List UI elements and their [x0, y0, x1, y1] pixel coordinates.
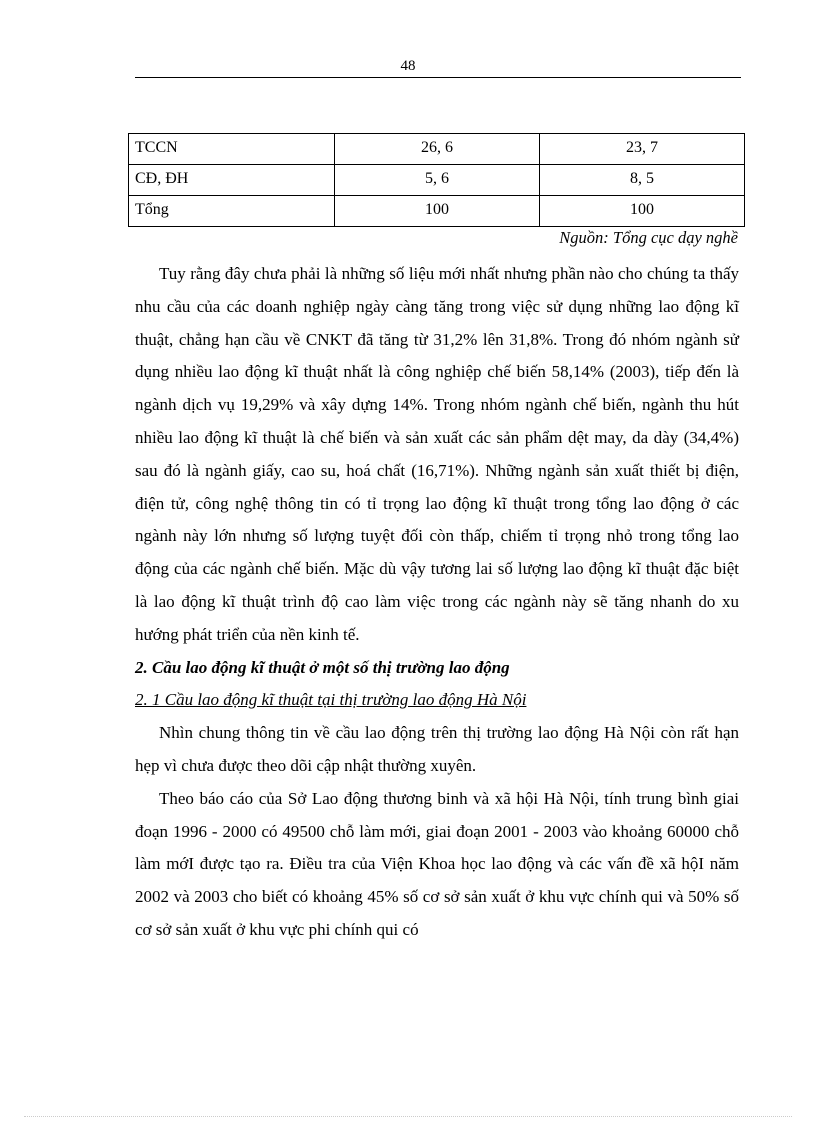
table-cell: 100 — [335, 196, 540, 227]
table-cell: CĐ, ĐH — [129, 165, 335, 196]
table-row — [129, 196, 745, 227]
table-row — [129, 134, 745, 165]
section-heading: 2. Cầu lao động kĩ thuật ở một số thị trường lao động — [135, 657, 510, 677]
paragraph: Tuy rằng đây chưa phải là những số liệu mới nhất nhưng phần nào cho chúng ta thấy nhu cầu của các doanh nghiệp ngày càng tăng trong việc sử dụng những lao động kĩ thuật, chẳng hạn cầu về CNKT đã tăng từ 31,2% lên 31,8%. Trong đó nhóm ngành sử dụng nhiều lao động kĩ thuật nhất là công nghiệp chế biến 58,14% (2003), tiếp đến là ngành dịch vụ 19,29% và xây dựng 14%. Trong nhóm ngành chế biến, ngành thu hút nhiều lao động kĩ thuật là chế biến và sản xuất các sản phẩm dệt may, da dày (34,4%) sau đó là ngành giấy, cao su, hoá chất (16,71%). Những ngành sản xuất thiết bị điện, điện tử, công nghệ thông tin có tỉ trọng lao động kĩ thuật trong tổng lao động ở các ngành này lớn nhưng số lượng tuyệt đối còn thấp, chiếm tỉ trọng nhỏ trong tổng lao động của các ngành chế biến. Mặc dù vậy tương lai số lượng lao động kĩ thuật đặc biệt là lao động kĩ thuật trình độ cao làm việc trong các ngành này sẽ tăng nhanh do xu hướng phát triển của nền kinh tế. — [135, 264, 739, 644]
table-cell: 23, 7 — [540, 134, 745, 165]
table-cell: 8, 5 — [540, 165, 745, 196]
page-bottom-border — [24, 1116, 792, 1117]
subsection-heading: 2. 1 Cầu lao động kĩ thuật tại thị trường lao động Hà Nội — [135, 690, 527, 710]
body-text — [135, 258, 739, 947]
header-rule — [135, 77, 741, 78]
table-cell: 5, 6 — [335, 165, 540, 196]
table-cell: 100 — [540, 196, 745, 227]
paragraph: Nhìn chung thông tin về cầu lao động trên thị trường lao động Hà Nội còn rất hạn hẹp vì chưa được theo dõi cập nhật thường xuyên. — [135, 723, 739, 775]
table-cell: 26, 6 — [335, 134, 540, 165]
page-number: 48 — [400, 58, 416, 74]
table-cell: TCCN — [129, 134, 335, 165]
paragraph: Theo báo cáo của Sở Lao động thương binh và xã hội Hà Nội, tính trung bình giai đoạn 1996 - 2000 có 49500 chỗ làm mới, giai đoạn 2001 - 2003 vào khoảng 60000 chỗ làm mớI được tạo ra. Điều tra của Viện Khoa học lao động và các vấn đề xã hộI năm 2002 và 2003 cho biết có khoảng 45% số cơ sở sản xuất ở khu vực chính qui và 50% số cơ sở sản xuất ở khu vực phi chính qui có — [135, 788, 739, 939]
table-cell: Tổng — [129, 196, 335, 227]
data-table — [128, 133, 745, 227]
table-row — [129, 165, 745, 196]
source-citation: Nguồn: Tổng cục dạy nghề — [559, 228, 738, 247]
